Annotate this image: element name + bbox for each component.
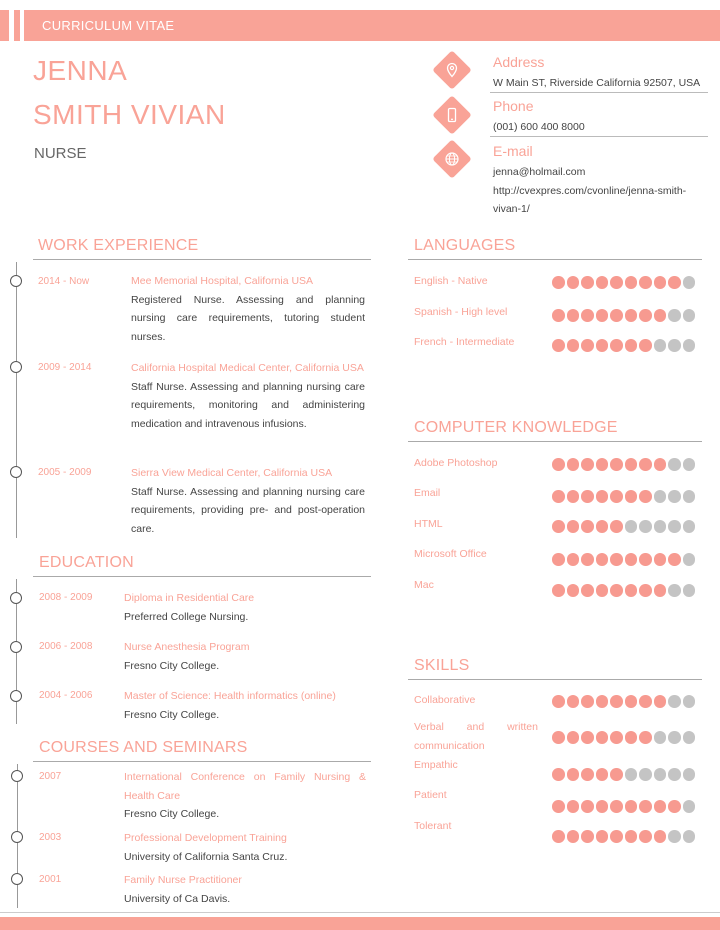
skill-label: Collaborative [414,694,476,706]
work-employer: California Hospital Medical Center, California USA [131,362,364,374]
work-experience-rule [33,259,371,260]
timeline-dot [10,641,22,653]
rating-dot-filled [654,276,667,289]
rating-dot-filled [596,490,609,503]
rating-dot-filled [625,553,638,566]
course-institution: University of California Santa Cruz. [124,850,288,863]
timeline-dot [11,831,23,843]
rating-dot-empty [668,520,681,533]
phone-divider [490,136,708,137]
rating-dot-filled [552,309,565,322]
rating-dot-filled [654,553,667,566]
rating-dot-filled [567,553,580,566]
rating-dot-filled [581,731,594,744]
banner-accent-left [0,10,9,41]
rating-dot-filled [596,458,609,471]
rating-dot-filled [625,458,638,471]
rating-dot-filled [552,800,565,813]
education-date: 2008 - 2009 [39,592,93,603]
course-name: Professional Development Training [124,832,287,844]
language-label: Spanish - High level [414,306,508,318]
courses-rule [33,761,371,762]
rating-dot-filled [610,276,623,289]
rating-dot-empty [683,584,696,597]
rating-dot-filled [610,553,623,566]
rating-dot-filled [596,695,609,708]
rating-dot-filled [654,830,667,843]
computer-skill-label: Mac [414,579,434,591]
rating-dot-filled [639,490,652,503]
language-rating [552,276,695,289]
course-date: 2007 [39,771,62,782]
rating-dot-empty [668,768,681,781]
rating-dot-filled [654,458,667,471]
rating-dot-empty [683,458,696,471]
timeline-dot [10,592,22,604]
rating-dot-filled [654,695,667,708]
rating-dot-empty [683,800,696,813]
computer-skill-rating [552,553,695,566]
rating-dot-filled [639,830,652,843]
rating-dot-filled [596,309,609,322]
rating-dot-filled [639,553,652,566]
timeline-dot [10,690,22,702]
skill-label: Tolerant [414,820,452,832]
rating-dot-empty [668,339,681,352]
education-program: Diploma in Residential Care [124,592,255,604]
course-date: 2003 [39,832,62,843]
rating-dot-filled [567,584,580,597]
rating-dot-filled [552,553,565,566]
education-entry [124,638,366,675]
job-title: NURSE [34,145,87,162]
rating-dot-filled [552,731,565,744]
rating-dot-filled [596,520,609,533]
rating-dot-filled [567,768,580,781]
rating-dot-filled [581,768,594,781]
rating-dot-empty [654,520,667,533]
rating-dot-filled [668,553,681,566]
education-entry [124,589,366,626]
work-entry [131,464,365,538]
location-pin-icon [432,50,472,90]
rating-dot-empty [668,695,681,708]
rating-dot-filled [639,800,652,813]
rating-dot-filled [552,490,565,503]
rating-dot-filled [625,800,638,813]
rating-dot-filled [610,584,623,597]
rating-dot-filled [581,309,594,322]
rating-dot-empty [683,339,696,352]
rating-dot-empty [683,520,696,533]
rating-dot-filled [596,339,609,352]
rating-dot-filled [610,768,623,781]
rating-dot-empty [639,768,652,781]
skill-rating [552,830,695,843]
skills-rule [408,679,702,680]
rating-dot-filled [610,731,623,744]
rating-dot-filled [610,830,623,843]
computer-knowledge-title: COMPUTER KNOWLEDGE [414,419,618,436]
rating-dot-filled [552,695,565,708]
rating-dot-empty [683,830,696,843]
website-line-1[interactable]: http://cvexpres.com/cvonline/jenna-smith- [493,185,687,197]
education-title: EDUCATION [39,554,134,571]
rating-dot-filled [610,800,623,813]
rating-dot-empty [625,768,638,781]
work-date: 2014 - Now [38,276,90,287]
rating-dot-filled [596,830,609,843]
rating-dot-empty [654,731,667,744]
rating-dot-filled [625,731,638,744]
work-entry [131,359,365,433]
work-entry [131,272,365,346]
language-label: French - Intermediate [414,336,515,348]
course-date: 2001 [39,874,62,885]
education-rule [33,576,371,577]
rating-dot-filled [654,309,667,322]
last-name: SMITH VIVIAN [33,99,226,130]
work-date: 2009 - 2014 [38,362,92,373]
rating-dot-filled [567,490,580,503]
rating-dot-empty [683,276,696,289]
email-label: E-mail [493,143,533,159]
rating-dot-filled [654,800,667,813]
computer-skill-rating [552,520,695,533]
timeline-dot [11,873,23,885]
rating-dot-filled [639,309,652,322]
rating-dot-filled [596,800,609,813]
rating-dot-filled [639,276,652,289]
rating-dot-filled [567,309,580,322]
email-value[interactable]: jenna@holmail.com [493,166,586,178]
phone-label: Phone [493,98,534,114]
education-date: 2004 - 2006 [39,690,93,701]
rating-dot-filled [552,458,565,471]
rating-dot-filled [610,490,623,503]
education-school: Preferred College Nursing. [124,610,249,623]
rating-dot-filled [567,830,580,843]
rating-dot-empty [683,553,696,566]
computer-skill-label: Email [414,487,441,499]
language-label: English - Native [414,275,488,287]
work-date: 2005 - 2009 [38,467,92,478]
language-rating [552,339,695,352]
rating-dot-filled [625,490,638,503]
rating-dot-empty [668,584,681,597]
address-divider [490,92,708,93]
skill-rating [552,800,695,813]
banner-accent-mid [14,10,20,41]
rating-dot-empty [668,309,681,322]
rating-dot-filled [610,309,623,322]
rating-dot-filled [625,309,638,322]
rating-dot-filled [610,339,623,352]
rating-dot-empty [683,309,696,322]
phone-icon [432,95,472,135]
rating-dot-filled [639,695,652,708]
rating-dot-filled [581,800,594,813]
rating-dot-empty [683,490,696,503]
skill-label: Verbal and written communication [414,721,538,752]
work-experience-title: WORK EXPERIENCE [38,237,199,254]
courses-title: COURSES AND SEMINARS [39,739,248,756]
work-description: Registered Nurse. Assessing and planning nursing care requirements, tutoring student nurses. [131,293,365,343]
computer-skill-label: HTML [414,518,443,530]
education-school: Fresno City College. [124,659,220,672]
rating-dot-filled [552,584,565,597]
computer-skill-label: Microsoft Office [414,548,487,560]
rating-dot-filled [581,520,594,533]
rating-dot-filled [610,520,623,533]
skill-label: Patient [414,789,447,801]
computer-skill-rating [552,584,695,597]
computer-skill-rating [552,490,695,503]
timeline-dot [10,361,22,373]
rating-dot-empty [654,768,667,781]
phone-value: (001) 600 400 8000 [493,121,585,133]
globe-icon [432,139,472,179]
rating-dot-filled [654,584,667,597]
rating-dot-empty [668,458,681,471]
rating-dot-filled [567,458,580,471]
rating-dot-filled [625,830,638,843]
course-institution: Fresno City College. [124,808,220,820]
computer-knowledge-rule [408,441,702,442]
rating-dot-filled [639,731,652,744]
rating-dot-empty [654,339,667,352]
rating-dot-empty [625,520,638,533]
rating-dot-empty [683,768,696,781]
rating-dot-empty [668,731,681,744]
rating-dot-filled [552,830,565,843]
education-program: Nurse Anesthesia Program [124,641,250,653]
rating-dot-filled [639,584,652,597]
rating-dot-filled [625,695,638,708]
course-institution: University of Ca Davis. [124,892,231,905]
rating-dot-filled [552,276,565,289]
rating-dot-empty [683,731,696,744]
rating-dot-filled [581,695,594,708]
computer-skill-label: Adobe Photoshop [414,457,498,469]
rating-dot-filled [610,458,623,471]
course-name: Family Nurse Practitioner [124,874,242,886]
work-description: Staff Nurse. Assessing and planning nursing care requirements, monitoring and administering medication and intravenous infusions. [131,380,365,430]
education-date: 2006 - 2008 [39,641,93,652]
rating-dot-filled [668,800,681,813]
rating-dot-filled [567,800,580,813]
rating-dot-empty [639,520,652,533]
rating-dot-filled [668,276,681,289]
rating-dot-filled [596,768,609,781]
computer-skill-rating [552,458,695,471]
rating-dot-filled [581,490,594,503]
address-label: Address [493,54,545,70]
rating-dot-filled [552,339,565,352]
rating-dot-filled [596,731,609,744]
rating-dot-filled [567,339,580,352]
rating-dot-filled [596,276,609,289]
skills-title: SKILLS [414,657,470,674]
rating-dot-filled [625,276,638,289]
education-program: Master of Science: Health informatics (online) [124,690,336,702]
rating-dot-filled [552,768,565,781]
rating-dot-filled [625,339,638,352]
rating-dot-filled [552,520,565,533]
rating-dot-filled [581,339,594,352]
languages-rule [408,259,702,260]
course-entry [124,871,366,908]
work-timeline [16,262,17,538]
rating-dot-filled [596,553,609,566]
header-banner [24,10,720,41]
rating-dot-filled [581,584,594,597]
rating-dot-filled [567,731,580,744]
rating-dot-filled [581,458,594,471]
footer-bar [0,917,720,930]
timeline-dot [11,770,23,782]
first-name: JENNA [33,55,128,86]
rating-dot-filled [610,695,623,708]
rating-dot-filled [596,584,609,597]
skill-rating [552,731,695,744]
rating-dot-filled [567,276,580,289]
education-school: Fresno City College. [124,708,220,721]
work-description: Staff Nurse. Assessing and planning nursing care requirements, providing pre- and post-operation care. [131,485,365,535]
rating-dot-filled [639,458,652,471]
rating-dot-filled [567,695,580,708]
rating-dot-empty [668,830,681,843]
rating-dot-empty [654,490,667,503]
course-entry [124,768,366,824]
rating-dot-empty [683,695,696,708]
rating-dot-empty [668,490,681,503]
skill-rating [552,695,695,708]
education-entry [124,687,366,724]
course-name: International Conference on Family Nursing & Health Care [124,771,366,802]
website-line-2[interactable]: vivan-1/ [493,203,530,215]
skill-label: Empathic [414,759,458,771]
language-rating [552,309,695,322]
rating-dot-filled [639,339,652,352]
timeline-dot [10,466,22,478]
work-employer: Mee Memorial Hospital, California USA [131,275,314,287]
skill-rating [552,768,695,781]
address-value: W Main ST, Riverside California 92507, USA [493,77,701,89]
rating-dot-filled [581,553,594,566]
work-employer: Sierra View Medical Center, California USA [131,467,333,479]
languages-title: LANGUAGES [414,237,516,254]
cv-title: CURRICULUM VITAE [42,18,175,33]
timeline-dot [10,275,22,287]
rating-dot-filled [567,520,580,533]
course-entry [124,829,366,866]
footer-divider [0,912,720,913]
rating-dot-filled [581,276,594,289]
rating-dot-filled [625,584,638,597]
rating-dot-filled [581,830,594,843]
